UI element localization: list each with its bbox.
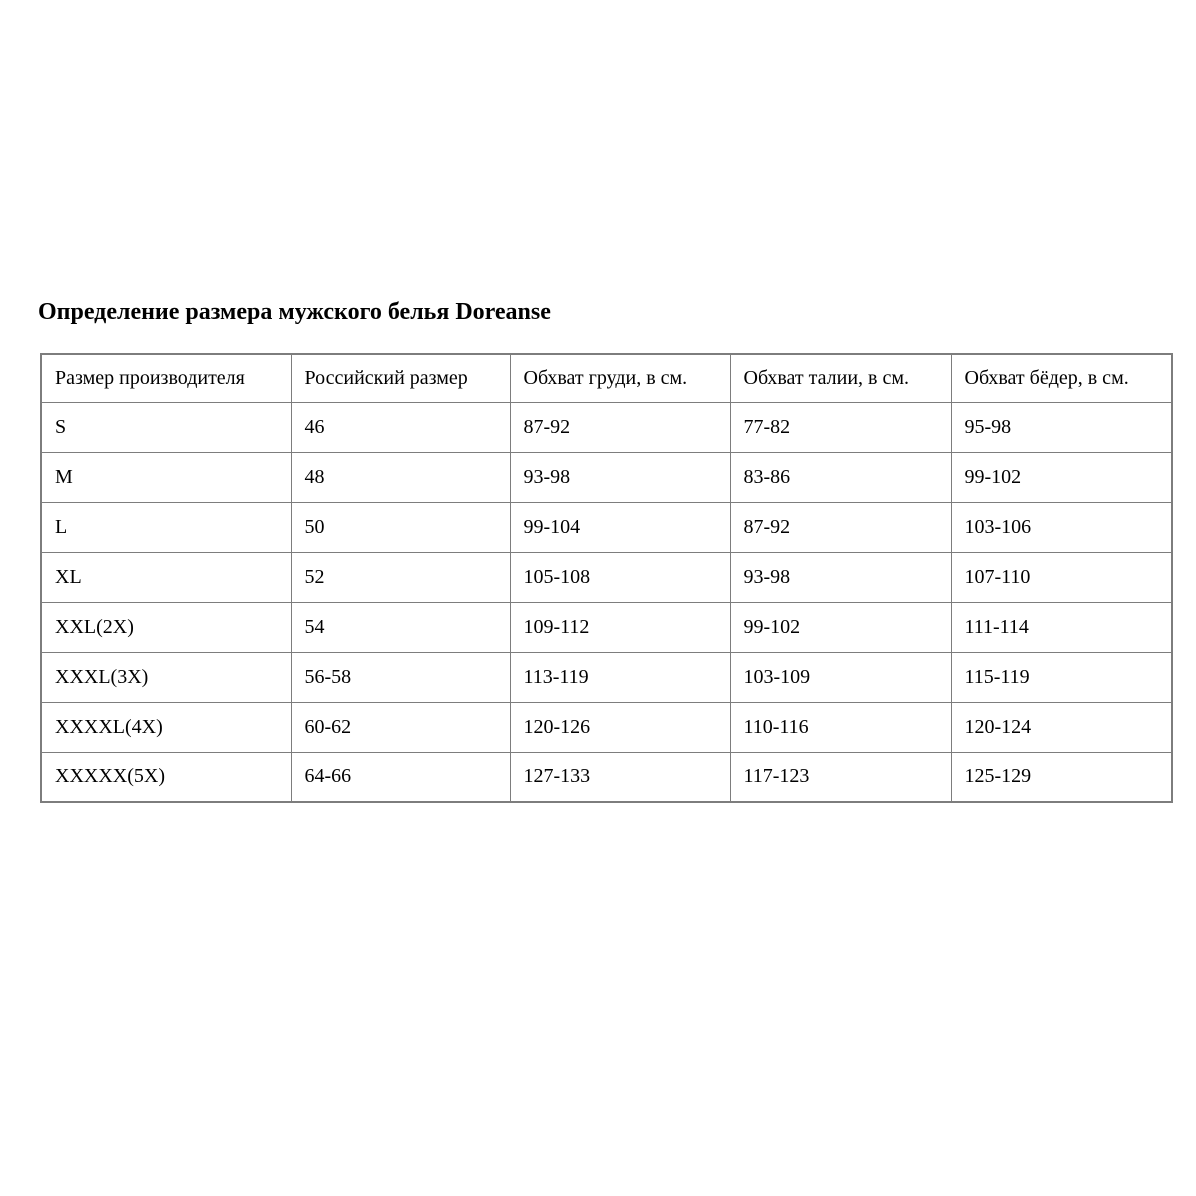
column-header-manufacturer-size: Размер производителя [41,354,291,402]
table-cell: 95-98 [951,402,1172,452]
table-cell: 99-102 [951,452,1172,502]
table-cell: 127-133 [510,752,730,802]
table-cell: 117-123 [730,752,951,802]
table-cell: XXXXX(5X) [41,752,291,802]
table-row [41,752,1172,802]
column-header-hips: Обхват бёдер, в см. [951,354,1172,402]
table-cell: 56-58 [291,652,510,702]
table-cell: XXXXL(4X) [41,702,291,752]
table-cell: XXL(2X) [41,602,291,652]
table-cell: 120-126 [510,702,730,752]
table-cell: 99-102 [730,602,951,652]
table-cell: 54 [291,602,510,652]
table-cell: 111-114 [951,602,1172,652]
table-cell: 60-62 [291,702,510,752]
table-row [41,702,1172,752]
table-cell: S [41,402,291,452]
table-cell: 120-124 [951,702,1172,752]
table-cell: 50 [291,502,510,552]
table-row [41,652,1172,702]
table-cell: 87-92 [730,502,951,552]
table-row [41,552,1172,602]
table-cell: 46 [291,402,510,452]
size-chart-table [40,353,1173,803]
table-header-row [41,354,1172,402]
page-title: Определение размера мужского белья Doreanse [38,299,551,325]
table-cell: XL [41,552,291,602]
table-cell: 83-86 [730,452,951,502]
table-cell: XXXL(3X) [41,652,291,702]
table-cell: 115-119 [951,652,1172,702]
table-cell: 103-109 [730,652,951,702]
table-cell: 125-129 [951,752,1172,802]
table-cell: 77-82 [730,402,951,452]
table-cell: M [41,452,291,502]
column-header-chest: Обхват груди, в см. [510,354,730,402]
table-cell: 110-116 [730,702,951,752]
table-cell: 105-108 [510,552,730,602]
column-header-russian-size: Российский размер [291,354,510,402]
table-row [41,452,1172,502]
table-cell: 93-98 [510,452,730,502]
table-row [41,402,1172,452]
table-cell: 64-66 [291,752,510,802]
table-row [41,602,1172,652]
table-cell: 113-119 [510,652,730,702]
table-cell: 109-112 [510,602,730,652]
table-cell: 103-106 [951,502,1172,552]
table-cell: 93-98 [730,552,951,602]
table-cell: 48 [291,452,510,502]
table-cell: 107-110 [951,552,1172,602]
table-cell: 99-104 [510,502,730,552]
table-cell: L [41,502,291,552]
table-row [41,502,1172,552]
table-cell: 87-92 [510,402,730,452]
table-cell: 52 [291,552,510,602]
column-header-waist: Обхват талии, в см. [730,354,951,402]
